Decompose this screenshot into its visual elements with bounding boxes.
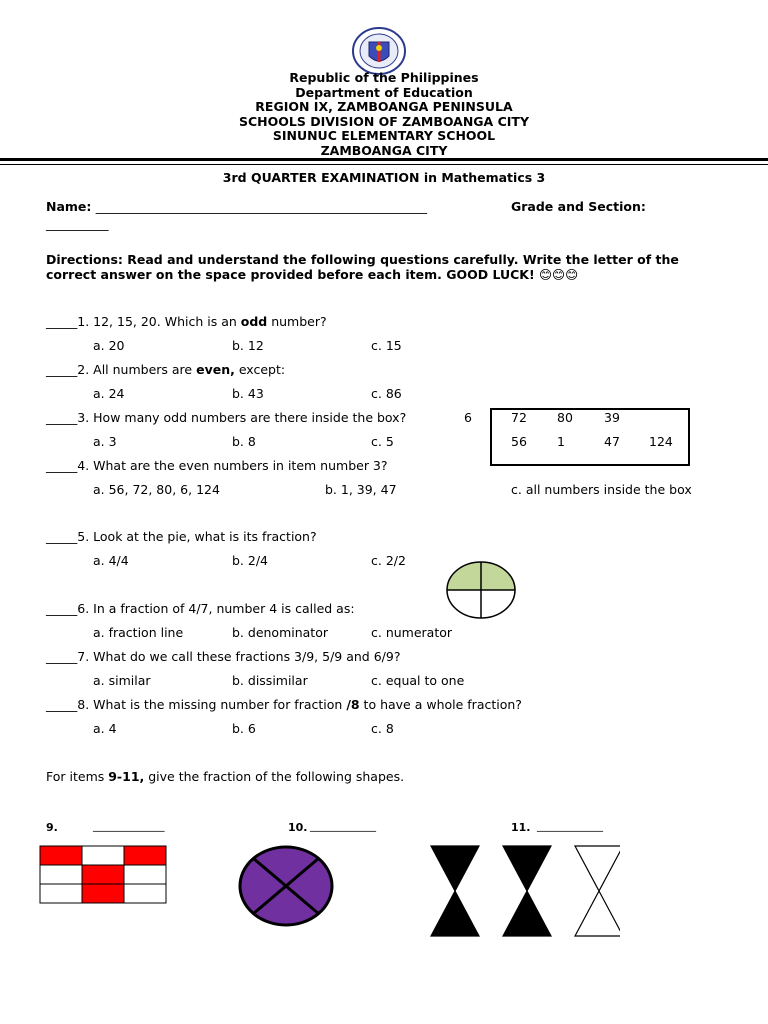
answer-blank[interactable]: _____ — [46, 601, 78, 616]
box-number: 72 — [511, 410, 527, 425]
answer-blank[interactable]: _____ — [46, 697, 78, 712]
question-7: _____7. What do we call these fractions 3/9, 5/9 and 6/9? — [46, 649, 401, 664]
answer-blank[interactable]: _____ — [46, 410, 78, 425]
q8-option-c: c. 8 — [371, 721, 394, 736]
item-10-answer-field[interactable]: ____________ — [310, 819, 376, 832]
q7-option-a: a. similar — [93, 673, 151, 688]
q2-option-a: a. 24 — [93, 386, 125, 401]
answer-blank[interactable]: _____ — [46, 314, 78, 329]
item-11-label: 11. — [511, 821, 531, 834]
item-9-answer-field[interactable]: _____________ — [93, 819, 165, 832]
hourglass-triangle — [575, 846, 620, 891]
question-8: _____8. What is the missing number for fraction /8 to have a whole fraction? — [46, 697, 522, 712]
header-rule-thin — [0, 164, 768, 165]
header-republic: Republic of the Philippines — [289, 70, 479, 85]
question-2: _____2. All numbers are even, except: — [46, 362, 286, 377]
box-number: 1 — [557, 434, 565, 449]
box-number: 47 — [604, 434, 620, 449]
q5-option-b: b. 2/4 — [232, 553, 268, 568]
pie-figure — [445, 560, 517, 620]
box-number: 80 — [557, 410, 573, 425]
deped-seal-icon — [351, 26, 407, 76]
hourglass-triangle-shaded — [503, 891, 551, 936]
q5-option-c: c. 2/2 — [371, 553, 406, 568]
hourglass-shapes — [425, 845, 620, 938]
answer-blank[interactable]: _____ — [46, 458, 78, 473]
q3-option-b: b. 8 — [232, 434, 256, 449]
hourglass-triangle-shaded — [431, 891, 479, 936]
name-line — [46, 199, 427, 214]
number-outside-box: 6 — [464, 410, 472, 425]
q6-option-b: b. denominator — [232, 625, 328, 640]
q1-option-b: b. 12 — [232, 338, 264, 353]
hourglass-triangle — [575, 891, 620, 936]
q6-option-a: a. fraction line — [93, 625, 184, 640]
header-division: SCHOOLS DIVISION OF ZAMBOANGA CITY — [239, 113, 529, 129]
circle-shape — [238, 845, 334, 927]
box-number: 56 — [511, 434, 527, 449]
q5-option-a: a. 4/4 — [93, 553, 129, 568]
grid-cell — [124, 884, 166, 903]
exam-title: 3rd QUARTER EXAMINATION in Mathematics 3 — [222, 170, 546, 185]
q2-option-b: b. 43 — [232, 386, 264, 401]
q8-option-a: a. 4 — [93, 721, 117, 736]
question-4: _____4. What are the even numbers in item number 3? — [46, 458, 388, 473]
directions: Directions: Read and understand the following questions carefully. Write the letter of the correct answer on the space provided before each item. GOOD LUCK! 😊😊😊 — [46, 252, 679, 282]
hourglass-triangle-shaded — [431, 846, 479, 891]
hourglass-triangle-shaded — [503, 846, 551, 891]
q6-option-c: c. numerator — [371, 625, 453, 640]
item-11-answer-field[interactable]: ____________ — [537, 819, 603, 832]
q1-option-a: a. 20 — [93, 338, 125, 353]
answer-blank[interactable]: _____ — [46, 362, 78, 377]
grid-cell-shaded — [82, 865, 124, 884]
grid-cell — [40, 884, 82, 903]
grid-cell — [40, 865, 82, 884]
item-9-label: 9. — [46, 821, 58, 834]
header-department: Department of Education — [295, 84, 473, 100]
q4-option-a: a. 56, 72, 80, 6, 124 — [93, 482, 220, 497]
grid-cell-shaded — [40, 846, 82, 865]
question-5: _____5. Look at the pie, what is its fraction? — [46, 529, 317, 544]
answer-blank[interactable]: _____ — [46, 649, 78, 664]
q3-option-a: a. 3 — [93, 434, 117, 449]
header-school: SINUNUC ELEMENTARY SCHOOL — [272, 128, 496, 143]
grid-cell-shaded — [124, 846, 166, 865]
grid-cell-shaded — [82, 884, 124, 903]
q4-option-b: b. 1, 39, 47 — [325, 482, 397, 497]
q2-option-c: c. 86 — [371, 386, 402, 401]
grid-cell — [82, 846, 124, 865]
question-1: _____1. 12, 15, 20. Which is an odd number? — [46, 314, 327, 329]
grade-field[interactable]: __________ — [46, 216, 109, 231]
grid-shape — [39, 845, 168, 904]
box-number: 124 — [649, 434, 673, 449]
item-10-label: 10. — [288, 821, 308, 834]
name-label: Name: — [46, 199, 92, 214]
answer-blank[interactable]: _____ — [46, 529, 78, 544]
grade-label: Grade and Section: — [511, 199, 646, 214]
q7-option-c: c. equal to one — [371, 673, 465, 688]
items-instruction: For items 9-11, give the fraction of the following shapes. — [46, 769, 405, 784]
q4-option-c: c. all numbers inside the box — [511, 482, 692, 497]
box-number: 39 — [604, 410, 620, 425]
q8-option-b: b. 6 — [232, 721, 256, 736]
question-6: _____6. In a fraction of 4/7, number 4 is called as: — [46, 601, 355, 616]
q3-option-c: c. 5 — [371, 434, 394, 449]
name-field[interactable]: _____________________________________________________ — [95, 199, 428, 214]
question-3: _____3. How many odd numbers are there inside the box? — [46, 410, 407, 425]
header-region: REGION IX, ZAMBOANGA PENINSULA — [255, 99, 513, 114]
q7-option-b: b. dissimilar — [232, 673, 308, 688]
header-city: ZAMBOANGA CITY — [320, 142, 448, 158]
q1-option-c: c. 15 — [371, 338, 402, 353]
header-rule-thick — [0, 158, 768, 161]
grid-cell — [124, 865, 166, 884]
